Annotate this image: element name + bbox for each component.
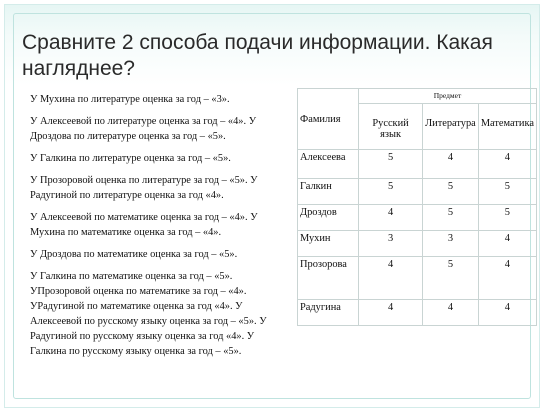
- surname-header: Фамилия: [298, 89, 359, 150]
- grades-table-wrap: [297, 88, 537, 326]
- text-paragraph: У Галкина по математике оценка за год – «5». УПрозоровой оценка по математике за год – «4». УРадугиной по математике оценка за год «4». У Алексеевой по русскому языку оценка за год – «5». У Радугиной по русскому языку оценка за год «4». У Галкина по русскому языку оценка за год – «5».: [30, 271, 267, 357]
- grade-cell: 4: [359, 205, 423, 231]
- table-row: [298, 150, 537, 179]
- grade-cell: 4: [478, 300, 536, 326]
- table-row: [298, 231, 537, 257]
- text-paragraph: У Алексеевой по математике оценка за год – «4». У Мухина по математике оценка за год – «4».: [30, 212, 258, 238]
- grade-cell: 4: [359, 300, 423, 326]
- grade-cell: 5: [423, 179, 479, 205]
- grade-cell: 5: [478, 205, 536, 231]
- row-name: Галкин: [298, 179, 359, 205]
- grade-cell: 4: [478, 150, 536, 179]
- grade-cell: 4: [359, 257, 423, 300]
- row-name: Алексеева: [298, 150, 359, 179]
- row-name: Радугина: [298, 300, 359, 326]
- grade-cell: 4: [423, 150, 479, 179]
- column-header-literature: Литература: [423, 104, 479, 150]
- slide-title: Сравните 2 способа подачи информации. Какая нагляднее?: [22, 31, 493, 80]
- text-paragraph: У Прозоровой оценка по литературе за год – «5». У Радугиной по литературе оценка за год «4».: [30, 175, 258, 201]
- column-header-math: Математика: [478, 104, 536, 150]
- text-paragraph: У Алексеевой по литературе оценка за год – «4». У Дроздова по литературе оценка за год – «5».: [30, 116, 257, 142]
- grades-table: [297, 88, 537, 326]
- grade-cell: 3: [423, 231, 479, 257]
- grade-cell: 4: [478, 257, 536, 300]
- grade-cell: 5: [359, 179, 423, 205]
- subject-header: Предмет: [359, 89, 537, 104]
- grade-cell: 4: [423, 300, 479, 326]
- column-header-russian: Русский язык: [359, 104, 423, 150]
- text-paragraph: У Дроздова по математике оценка за год – «5».: [30, 249, 238, 260]
- table-row: [298, 257, 537, 300]
- table-row: [298, 205, 537, 231]
- text-paragraph: У Галкина по литературе оценка за год – «5».: [30, 153, 231, 164]
- grade-cell: 5: [423, 257, 479, 300]
- grade-cell: 3: [359, 231, 423, 257]
- table-header-row: [298, 89, 537, 104]
- grade-cell: 5: [478, 179, 536, 205]
- grade-cell: 4: [478, 231, 536, 257]
- table-row: [298, 179, 537, 205]
- text-paragraph: У Мухина по литературе оценка за год – «3».: [30, 94, 230, 105]
- table-row: [298, 300, 537, 326]
- row-name: Дроздов: [298, 205, 359, 231]
- grade-cell: 5: [423, 205, 479, 231]
- row-name: Мухин: [298, 231, 359, 257]
- row-name: Прозорова: [298, 257, 359, 300]
- grade-cell: 5: [359, 150, 423, 179]
- text-description: [30, 92, 282, 366]
